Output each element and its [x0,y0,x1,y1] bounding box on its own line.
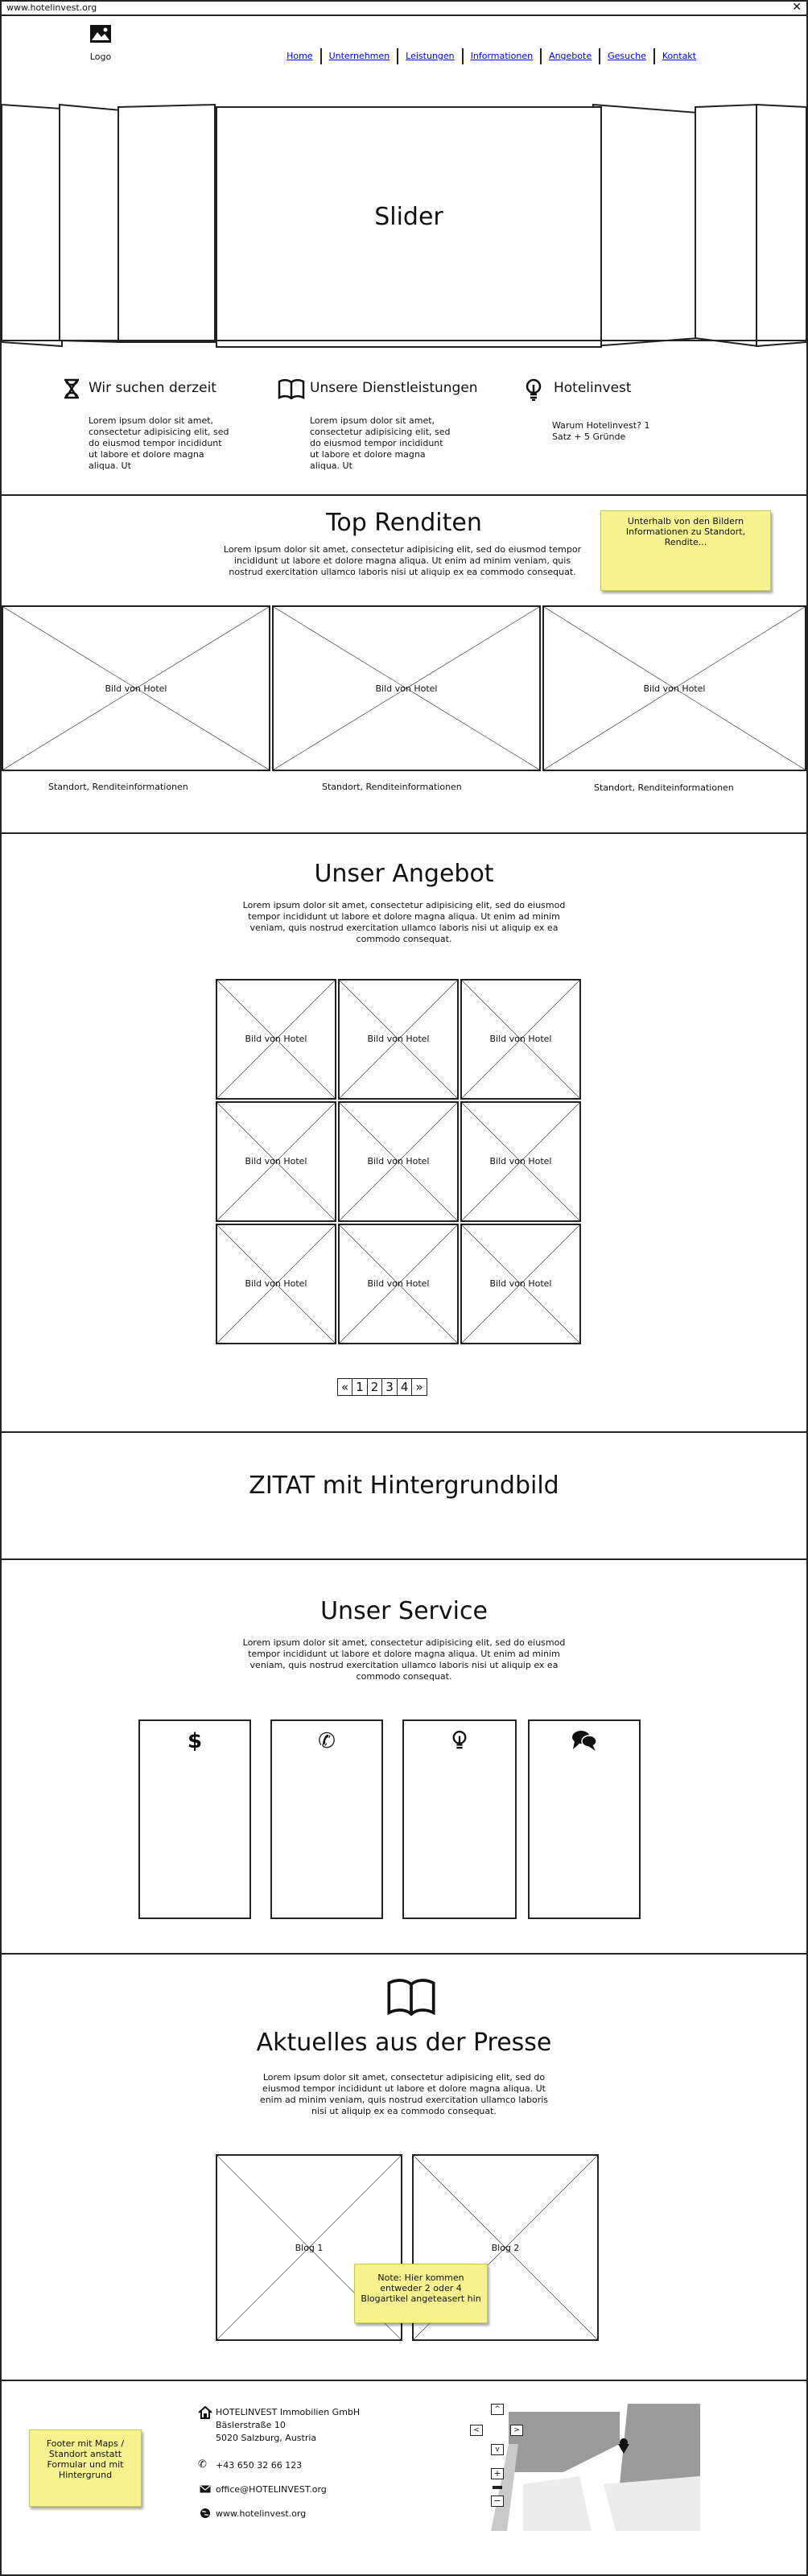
hourglass-icon [63,378,80,399]
offer-hotel-image-4[interactable] [216,1101,336,1222]
map-graphic [459,2396,700,2531]
offer-divider [2,1431,806,1433]
offer-title: Unser Angebot [314,860,494,888]
feature-3-text: Warum Hotelinvest? 1 Satz + 5 Gründe [552,420,650,442]
footer-note: Footer mit Maps / Standort anstatt Formular und mit Hintergrund [29,2429,142,2507]
feature-1-text: Lorem ipsum dolor sit amet, consectetur adipisicing elit, sed do eiusmod tempor incididunt ut labore et dolore magna aliqua. Ut [89,415,229,471]
footer-map[interactable] [459,2396,700,2531]
pager-page-2[interactable]: 2 [367,1378,383,1396]
offer-hotel-image-2[interactable] [338,979,459,1100]
press-divider [2,2380,806,2381]
service-divider [2,1953,806,1955]
feature-3-title: Hotelinvest [554,380,632,396]
top-caption-2: Standort, Renditeinformationen [322,782,462,792]
top-hotel-image-2-label: Bild von Hotel [375,683,438,694]
book-icon [278,378,305,399]
book-icon [385,1977,438,2016]
company-name: HOTELINVEST Immobilien GmbH [216,2407,361,2417]
nav-angebote[interactable]: Angebote [542,48,600,64]
blog-1-label: Blog 1 [295,2243,324,2253]
top-hotel-image-2[interactable] [272,605,541,771]
feature-2-text: Lorem ipsum dolor sit amet, consectetur adipisicing elit, sed do eiusmod tempor incididunt ut labore et dolore magna aliqua. Ut [310,415,451,471]
chat-icon [530,1729,639,1757]
press-book-icon [385,1977,438,2019]
offer-hotel-image-7[interactable] [216,1224,336,1344]
top-caption-3: Standort, Renditeinformationen [594,782,734,793]
phone-number[interactable]: +43 650 32 66 123 [216,2460,303,2471]
top-caption-1: Standort, Renditeinformationen [48,782,188,792]
top-text: Lorem ipsum dolor sit amet, consectetur adipisicing elit, sed do eiusmod tempor incididunt ut labore et dolore magna aliqua. Ut enim ad minim veniam, quis nostrud exercitation ullamco laboris nisi ut aliquip ex ea commodo consequat. [223,544,582,577]
quote-title: ZITAT mit Hintergrundbild [249,1472,559,1500]
quote-divider [2,1558,806,1560]
offer-hotel-image-label: Bild von Hotel [245,1156,307,1166]
offer-hotel-image-label: Bild von Hotel [489,1156,552,1166]
logo-label: Logo [89,52,112,62]
nav-gesuche[interactable]: Gesuche [600,48,655,64]
press-title: Aktuelles aus der Presse [256,2029,552,2057]
dollar-icon: $ [187,1729,203,1753]
top-hotel-image-3[interactable] [542,605,806,771]
offer-hotel-image-label: Bild von Hotel [489,1034,552,1044]
features-divider [2,494,806,496]
website[interactable]: www.hotelinvest.org [216,2508,307,2519]
top-hotel-image-1[interactable] [2,605,270,771]
phone-icon: ✆ [318,1729,336,1753]
pager-page-4[interactable]: 4 [397,1378,413,1396]
close-icon[interactable]: ✕ [792,1,802,14]
nav-informationen[interactable]: Informationen [464,48,542,64]
main-nav [279,48,703,64]
mail-icon [200,2485,211,2493]
offer-text: Lorem ipsum dolor sit amet, consectetur adipisicing elit, sed do eiusmod tempor incididunt ut labore et dolore magna aliqua. Ut enim ad minim veniam, quis nostrud exercitation ullamco laboris nisi ut aliquip ex ea commodo consequat. [242,900,566,944]
map-pan-up-icon[interactable]: ^ [491,2404,504,2415]
press-text: Lorem ipsum dolor sit amet, consectetur adipisicing elit, sed do eiusmod tempor incididunt ut labore et dolore magna aliqua. Ut enim ad minim veniam, quis nostrud exercitation ullamco laboris nisi ut aliquip ex ea commodo consequat. [259,2072,549,2116]
offer-grid [216,979,584,1346]
url-text: www.hotelinvest.org [6,2,97,13]
slider-label: Slider [374,203,443,231]
top-divider [2,832,806,834]
blog-2-label: Blog 2 [491,2243,520,2253]
home-icon [198,2406,212,2419]
company-city: 5020 Salzburg, Austria [216,2433,317,2443]
offer-hotel-image-8[interactable] [338,1224,459,1344]
image-icon [89,24,112,43]
map-pan-right-icon[interactable]: > [510,2425,523,2436]
top-note: Unterhalb von den Bildern Informationen zu Standort, Rendite... [600,510,771,591]
nav-leistungen[interactable]: Leistungen [398,48,463,64]
offer-hotel-image-label: Bild von Hotel [489,1278,552,1289]
top-hotel-image-1-label: Bild von Hotel [105,683,167,694]
company-street: Bäslerstraße 10 [216,2420,286,2430]
feature-1-title: Wir suchen derzeit [89,380,216,396]
nav-unternehmen[interactable]: Unternehmen [322,48,399,64]
offer-hotel-image-9[interactable] [460,1224,581,1344]
email-address[interactable]: office@HOTELINVEST.org [216,2484,327,2495]
nav-home[interactable]: Home [279,48,321,64]
service-card-4[interactable] [528,1719,641,1919]
map-zoom-out-icon[interactable]: − [491,2496,504,2507]
browser-titlebar [2,2,806,16]
offer-hotel-image-5[interactable] [338,1101,459,1222]
service-card-1[interactable] [138,1719,251,1919]
globe-icon [200,2508,211,2519]
map-zoom-slider-icon[interactable] [493,2486,502,2489]
offer-hotel-image-1[interactable] [216,979,336,1100]
pager-page-1[interactable]: 1 [352,1378,368,1396]
logo[interactable] [89,24,113,47]
service-title: Unser Service [320,1597,488,1625]
pager-prev[interactable]: « [337,1378,352,1396]
map-pan-left-icon[interactable]: < [470,2425,483,2436]
map-pan-down-icon[interactable]: v [491,2444,504,2455]
offer-hotel-image-label: Bild von Hotel [245,1034,307,1044]
pager-next[interactable]: » [411,1378,427,1396]
pagination [338,1378,427,1396]
offer-hotel-image-label: Bild von Hotel [245,1278,307,1289]
slider-bottom-divider [2,340,806,341]
map-zoom-in-icon[interactable]: + [491,2468,504,2479]
nav-kontakt[interactable]: Kontakt [662,51,696,61]
offer-hotel-image-3[interactable] [460,979,581,1100]
pager-page-3[interactable]: 3 [381,1378,398,1396]
slider[interactable] [216,106,602,348]
top-title: Top Renditen [326,509,482,537]
offer-hotel-image-label: Bild von Hotel [367,1034,430,1044]
offer-hotel-image-label: Bild von Hotel [367,1278,430,1289]
lightbulb-icon [404,1729,515,1757]
service-text: Lorem ipsum dolor sit amet, consectetur adipisicing elit, sed do eiusmod tempor incididunt ut labore et dolore magna aliqua. Ut enim ad minim veniam, quis nostrud exercitation ullamco laboris nisi ut aliquip ex ea commodo consequat. [242,1637,566,1682]
top-hotel-image-3-label: Bild von Hotel [643,683,706,694]
service-card-2[interactable] [270,1719,383,1919]
feature-2-title: Unsere Dienstleistungen [310,380,478,396]
press-note: Note: Hier kommen entweder 2 oder 4 Blogartikel angeteasert hin [354,2264,488,2323]
lightbulb-icon [525,378,542,401]
service-card-3[interactable] [402,1719,517,1919]
offer-hotel-image-label: Bild von Hotel [367,1156,430,1166]
offer-hotel-image-6[interactable] [460,1101,581,1222]
phone-icon: ✆ [198,2458,207,2471]
